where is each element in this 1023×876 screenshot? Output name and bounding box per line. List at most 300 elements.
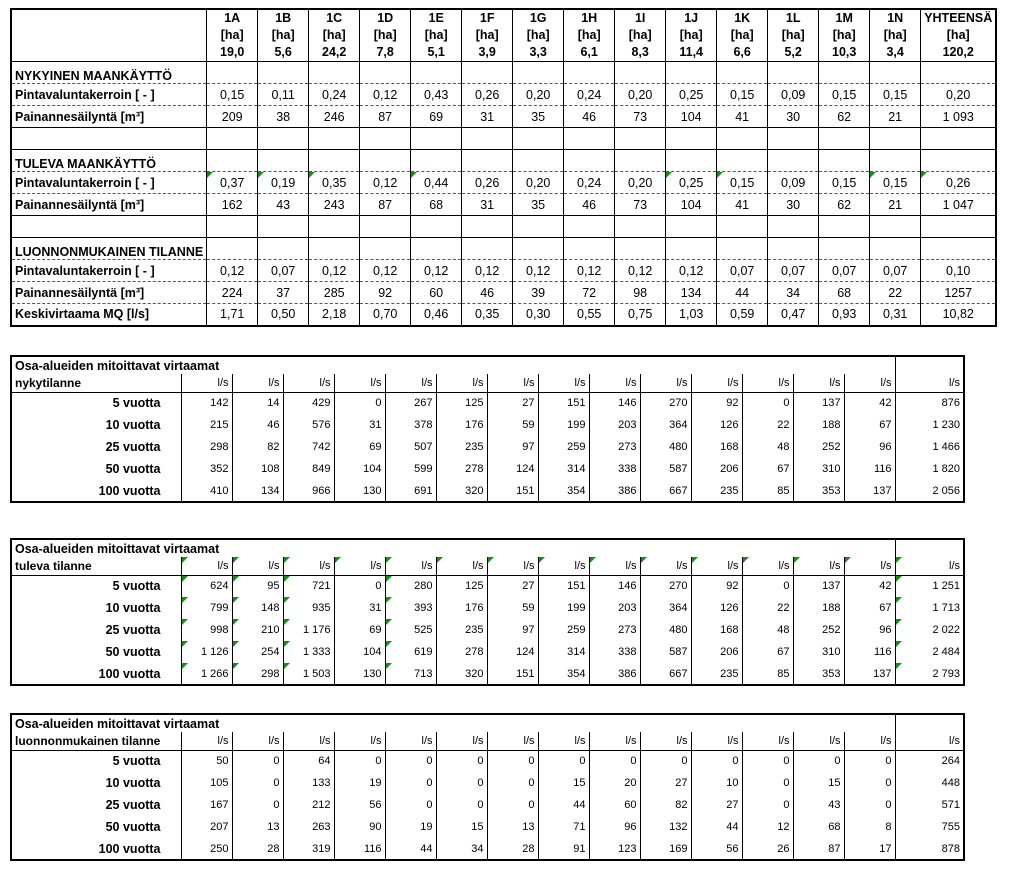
empty-cell	[513, 150, 564, 172]
value-cell: 0,12	[309, 260, 360, 282]
flow-value: 15	[538, 772, 589, 794]
value-cell: 0,20	[513, 172, 564, 194]
flow-value: 364	[640, 414, 691, 436]
flow-value: 480	[640, 436, 691, 458]
data-row	[11, 260, 996, 282]
flow-value: 133	[283, 772, 334, 794]
flow-value: 8	[844, 816, 895, 838]
empty-cell	[309, 62, 360, 84]
data-row	[11, 106, 996, 128]
flow-value: 42	[844, 392, 895, 414]
section-title-row	[11, 62, 996, 84]
unit-header: [ha]	[666, 27, 717, 44]
flow-value: 67	[844, 414, 895, 436]
flow-value: 108	[232, 458, 283, 480]
flow-value: 43	[793, 794, 844, 816]
empty-cell	[870, 150, 921, 172]
flow-value: 742	[283, 436, 334, 458]
flow-value: 56	[691, 838, 742, 860]
blank-cell	[11, 9, 207, 27]
value-cell: 0,19	[258, 172, 309, 194]
value-cell: 0,12	[360, 172, 411, 194]
flow-value: 0	[334, 750, 385, 772]
empty-cell	[309, 238, 360, 260]
unit-cell: l/s	[436, 374, 487, 392]
empty-cell	[360, 216, 411, 238]
value-cell: 0,20	[615, 84, 666, 106]
empty-cell	[360, 62, 411, 84]
value-cell: 209	[207, 106, 258, 128]
flow-value: 278	[436, 458, 487, 480]
flow-value: 250	[181, 838, 232, 860]
value-cell: 0,43	[411, 84, 462, 106]
flow-value: 2 022	[895, 619, 964, 641]
flow-value: 69	[334, 619, 385, 641]
value-cell: 0,12	[666, 260, 717, 282]
flow-value: 105	[181, 772, 232, 794]
value-cell: 0,25	[666, 172, 717, 194]
unit-cell: l/s	[640, 557, 691, 575]
flow-value: 42	[844, 575, 895, 597]
flow-value: 44	[538, 794, 589, 816]
empty-cell	[564, 238, 615, 260]
empty-cell	[207, 216, 258, 238]
empty-cell	[207, 128, 258, 150]
flow-value: 210	[232, 619, 283, 641]
value-cell: 0,09	[768, 172, 819, 194]
flow-value: 12	[742, 816, 793, 838]
flow-title-row	[11, 539, 964, 557]
unit-cell: l/s	[334, 374, 385, 392]
empty-cell	[921, 216, 997, 238]
empty-cell	[870, 128, 921, 150]
area-header: 3,9	[462, 44, 513, 62]
unit-cell: l/s	[487, 374, 538, 392]
flow-value: 148	[232, 597, 283, 619]
flow-value: 354	[538, 663, 589, 685]
flow-value: 393	[385, 597, 436, 619]
flow-value: 71	[538, 816, 589, 838]
flow-value: 998	[181, 619, 232, 641]
empty-cell	[411, 238, 462, 260]
flow-value: 270	[640, 575, 691, 597]
flow-value: 0	[742, 575, 793, 597]
flow-value: 97	[487, 436, 538, 458]
flow-value: 67	[844, 597, 895, 619]
flow-value: 48	[742, 619, 793, 641]
flow-value: 2 793	[895, 663, 964, 685]
flow-value: 849	[283, 458, 334, 480]
value-cell: 39	[513, 282, 564, 304]
empty-cell	[258, 216, 309, 238]
flow-value: 26	[742, 838, 793, 860]
col-header: 1N	[870, 9, 921, 27]
flow-value: 203	[589, 414, 640, 436]
flow-value: 235	[691, 480, 742, 502]
flow-value: 0	[436, 750, 487, 772]
flow-value: 17	[844, 838, 895, 860]
empty-cell	[564, 150, 615, 172]
flow-value: 0	[691, 750, 742, 772]
flow-value: 44	[385, 838, 436, 860]
value-cell: 68	[411, 194, 462, 216]
empty-cell	[921, 238, 997, 260]
unit-header: [ha]	[819, 27, 870, 44]
flow-value: 0	[844, 772, 895, 794]
empty-cell	[819, 238, 870, 260]
flow-value: 90	[334, 816, 385, 838]
flow-value: 15	[436, 816, 487, 838]
flow-value: 0	[487, 750, 538, 772]
flow-value: 0	[793, 750, 844, 772]
flow-value: 206	[691, 458, 742, 480]
empty-cell	[870, 62, 921, 84]
unit-cell: l/s	[436, 732, 487, 750]
unit-header: [ha]	[870, 27, 921, 44]
flow-value: 59	[487, 414, 538, 436]
flow-value: 116	[334, 838, 385, 860]
flow-value: 19	[334, 772, 385, 794]
data-row	[11, 84, 996, 106]
empty-cell	[411, 150, 462, 172]
value-cell: 0,15	[870, 172, 921, 194]
value-cell: 69	[411, 106, 462, 128]
empty-cell	[513, 62, 564, 84]
empty-cell	[921, 150, 997, 172]
value-cell: 0,07	[768, 260, 819, 282]
value-cell: 134	[666, 282, 717, 304]
value-cell: 46	[564, 106, 615, 128]
flow-table	[10, 355, 965, 503]
value-cell: 285	[309, 282, 360, 304]
flow-value: 353	[793, 480, 844, 502]
value-cell: 1257	[921, 282, 997, 304]
flow-value: 124	[487, 458, 538, 480]
flow-row	[11, 480, 964, 502]
flow-value: 104	[334, 458, 385, 480]
flow-row	[11, 619, 964, 641]
unit-header: [ha]	[309, 27, 360, 44]
value-cell: 10,82	[921, 304, 997, 326]
value-cell: 60	[411, 282, 462, 304]
value-cell: 0,31	[870, 304, 921, 326]
empty-cell	[666, 128, 717, 150]
flow-value: 259	[538, 619, 589, 641]
data-row	[11, 172, 996, 194]
flow-value: 151	[538, 575, 589, 597]
flow-value: 310	[793, 641, 844, 663]
flow-value: 92	[691, 575, 742, 597]
return-period-label: 100 vuotta	[98, 666, 161, 681]
flow-value: 199	[538, 597, 589, 619]
flow-value: 0	[436, 794, 487, 816]
value-cell: 46	[564, 194, 615, 216]
value-cell: 0,59	[717, 304, 768, 326]
flow-row	[11, 436, 964, 458]
value-cell: 87	[360, 194, 411, 216]
flow-value: 96	[844, 436, 895, 458]
flow-value: 142	[181, 392, 232, 414]
section-title-row	[11, 238, 996, 260]
flow-value: 2 484	[895, 641, 964, 663]
empty-cell	[462, 128, 513, 150]
flow-value: 298	[181, 436, 232, 458]
flow-title-row	[11, 714, 964, 732]
flow-value: 364	[640, 597, 691, 619]
value-cell: 0,44	[411, 172, 462, 194]
flow-value: 85	[742, 663, 793, 685]
flow-value: 15	[793, 772, 844, 794]
value-cell: 0,20	[513, 84, 564, 106]
col-header: 1A	[207, 9, 258, 27]
section-title: NYKYINEN MAANKÄYTTÖ	[11, 62, 207, 84]
empty-cell	[462, 150, 513, 172]
row-label: Pintavaluntakerroin [ - ]	[11, 172, 207, 194]
value-cell: 0,35	[462, 304, 513, 326]
row-label: Keskivirtaama MQ [l/s]	[11, 304, 207, 326]
flow-value: 212	[283, 794, 334, 816]
empty-cell	[462, 238, 513, 260]
flow-value: 91	[538, 838, 589, 860]
empty-cell	[564, 128, 615, 150]
return-period-label: 100 vuotta	[98, 483, 161, 498]
value-cell: 2,18	[309, 304, 360, 326]
col-header: 1L	[768, 9, 819, 27]
flow-value: 14	[232, 392, 283, 414]
value-cell: 0,20	[921, 84, 997, 106]
empty-cell	[717, 216, 768, 238]
flow-value: 280	[385, 575, 436, 597]
data-row	[11, 304, 996, 326]
value-cell: 0,12	[564, 260, 615, 282]
flow-value: 599	[385, 458, 436, 480]
flow-unit-row	[11, 374, 964, 392]
value-cell: 38	[258, 106, 309, 128]
unit-cell: l/s	[538, 557, 589, 575]
flow-subtitle: luonnonmukainen tilanne	[11, 732, 181, 750]
unit-cell: l/s	[589, 557, 640, 575]
empty-cell	[564, 62, 615, 84]
flow-value: 338	[589, 641, 640, 663]
unit-cell: l/s	[487, 557, 538, 575]
flow-value: 278	[436, 641, 487, 663]
flow-value: 22	[742, 414, 793, 436]
value-cell: 0,35	[309, 172, 360, 194]
flow-value: 151	[487, 480, 538, 502]
value-cell: 37	[258, 282, 309, 304]
empty-cell	[819, 150, 870, 172]
value-cell: 0,24	[564, 84, 615, 106]
flow-value: 146	[589, 392, 640, 414]
unit-cell: l/s	[334, 557, 385, 575]
flow-value: 878	[895, 838, 964, 860]
value-cell: 22	[870, 282, 921, 304]
unit-cell: l/s	[589, 374, 640, 392]
value-cell: 0,93	[819, 304, 870, 326]
col-header: 1E	[411, 9, 462, 27]
flow-value: 378	[385, 414, 436, 436]
value-cell: 98	[615, 282, 666, 304]
flow-subtitle: tuleva tilanne	[11, 557, 181, 575]
empty-cell	[717, 128, 768, 150]
flow-value: 587	[640, 641, 691, 663]
value-cell: 35	[513, 194, 564, 216]
flow-value: 68	[793, 816, 844, 838]
unit-cell: l/s	[640, 732, 691, 750]
col-header: YHTEENSÄ	[921, 9, 997, 27]
flow-value: 0	[538, 750, 589, 772]
unit-cell: l/s	[283, 732, 334, 750]
flow-value: 116	[844, 458, 895, 480]
flow-value: 31	[334, 414, 385, 436]
flow-value: 137	[844, 480, 895, 502]
flow-value: 146	[589, 575, 640, 597]
flow-value: 270	[640, 392, 691, 414]
area-header: 24,2	[309, 44, 360, 62]
value-cell: 0,15	[870, 84, 921, 106]
area-header: 120,2	[921, 44, 997, 62]
flow-value: 126	[691, 414, 742, 436]
empty-cell	[207, 62, 258, 84]
flow-value: 188	[793, 414, 844, 436]
flow-row	[11, 575, 964, 597]
empty-cell	[258, 128, 309, 150]
section-title: TULEVA MAANKÄYTTÖ	[11, 150, 207, 172]
empty-cell	[819, 216, 870, 238]
unit-cell: l/s	[742, 732, 793, 750]
empty-cell	[258, 62, 309, 84]
area-header: 6,6	[717, 44, 768, 62]
value-cell: 246	[309, 106, 360, 128]
flow-value: 46	[232, 414, 283, 436]
flow-value: 0	[385, 794, 436, 816]
flow-value: 624	[181, 575, 232, 597]
area-header: 10,3	[819, 44, 870, 62]
flow-value: 67	[742, 458, 793, 480]
flow-value: 273	[589, 436, 640, 458]
empty-cell	[717, 62, 768, 84]
row-label: Painannesäilyntä [m³]	[11, 194, 207, 216]
flow-value: 44	[691, 816, 742, 838]
area-header-row	[11, 44, 996, 62]
flow-row	[11, 750, 964, 772]
empty-cell	[411, 216, 462, 238]
value-cell: 68	[819, 282, 870, 304]
unit-cell: l/s	[742, 374, 793, 392]
value-cell: 243	[309, 194, 360, 216]
empty-cell	[207, 150, 258, 172]
flow-value: 429	[283, 392, 334, 414]
empty-cell	[615, 216, 666, 238]
empty-cell	[207, 238, 258, 260]
unit-cell: l/s	[844, 732, 895, 750]
empty-cell	[615, 62, 666, 84]
flow-value: 199	[538, 414, 589, 436]
value-cell: 0,12	[360, 260, 411, 282]
area-header: 11,4	[666, 44, 717, 62]
unit-cell: l/s	[283, 374, 334, 392]
value-cell: 31	[462, 106, 513, 128]
flow-value: 168	[691, 436, 742, 458]
flow-value: 1 333	[283, 641, 334, 663]
empty-cell	[717, 150, 768, 172]
flow-row	[11, 392, 964, 414]
area-header: 19,0	[207, 44, 258, 62]
area-header: 5,6	[258, 44, 309, 62]
flow-unit-row	[11, 557, 964, 575]
flow-row	[11, 772, 964, 794]
flow-value: 0	[589, 750, 640, 772]
value-cell: 21	[870, 106, 921, 128]
value-cell: 0,15	[819, 172, 870, 194]
unit-cell: l/s	[181, 374, 232, 392]
data-row	[11, 194, 996, 216]
unit-cell: l/s	[181, 557, 232, 575]
return-period-label: 100 vuotta	[98, 841, 161, 856]
flow-value: 56	[334, 794, 385, 816]
flow-value: 0	[844, 750, 895, 772]
empty-cell	[360, 150, 411, 172]
flow-value: 691	[385, 480, 436, 502]
flow-value: 28	[232, 838, 283, 860]
unit-cell: l/s	[691, 732, 742, 750]
empty-cell	[666, 150, 717, 172]
flow-row	[11, 794, 964, 816]
unit-cell: l/s	[232, 374, 283, 392]
flow-value: 0	[334, 392, 385, 414]
flow-value: 338	[589, 458, 640, 480]
empty-cell	[768, 238, 819, 260]
value-cell: 0,12	[360, 84, 411, 106]
flow-value: 28	[487, 838, 538, 860]
flow-value: 298	[232, 663, 283, 685]
col-header: 1K	[717, 9, 768, 27]
flow-value: 22	[742, 597, 793, 619]
value-cell: 0,15	[819, 84, 870, 106]
flow-value: 876	[895, 392, 964, 414]
value-cell: 0,09	[768, 84, 819, 106]
flow-value: 0	[385, 772, 436, 794]
value-cell: 0,26	[462, 84, 513, 106]
value-cell: 0,20	[615, 172, 666, 194]
flow-value: 259	[538, 436, 589, 458]
return-period-label: 50 vuotta	[105, 462, 161, 476]
flow-value: 1 251	[895, 575, 964, 597]
unit-cell: l/s	[232, 557, 283, 575]
flow-value: 252	[793, 619, 844, 641]
return-period-label: 5 vuotta	[112, 754, 161, 769]
flow-value: 20	[589, 772, 640, 794]
flow-value: 314	[538, 641, 589, 663]
value-cell: 92	[360, 282, 411, 304]
row-label: Pintavaluntakerroin [ - ]	[11, 260, 207, 282]
data-row	[11, 282, 996, 304]
return-period-label: 10 vuotta	[105, 776, 161, 790]
flow-value: 721	[283, 575, 334, 597]
empty-cell	[666, 216, 717, 238]
flow-value: 507	[385, 436, 436, 458]
value-cell: 73	[615, 194, 666, 216]
return-period-label: 25 vuotta	[105, 440, 161, 454]
flow-value: 1 126	[181, 641, 232, 663]
row-label: Painannesäilyntä [m³]	[11, 106, 207, 128]
value-cell: 0,15	[207, 84, 258, 106]
unit-header: [ha]	[717, 27, 768, 44]
flow-value: 525	[385, 619, 436, 641]
flow-row	[11, 458, 964, 480]
flow-value: 116	[844, 641, 895, 663]
col-header: 1J	[666, 9, 717, 27]
